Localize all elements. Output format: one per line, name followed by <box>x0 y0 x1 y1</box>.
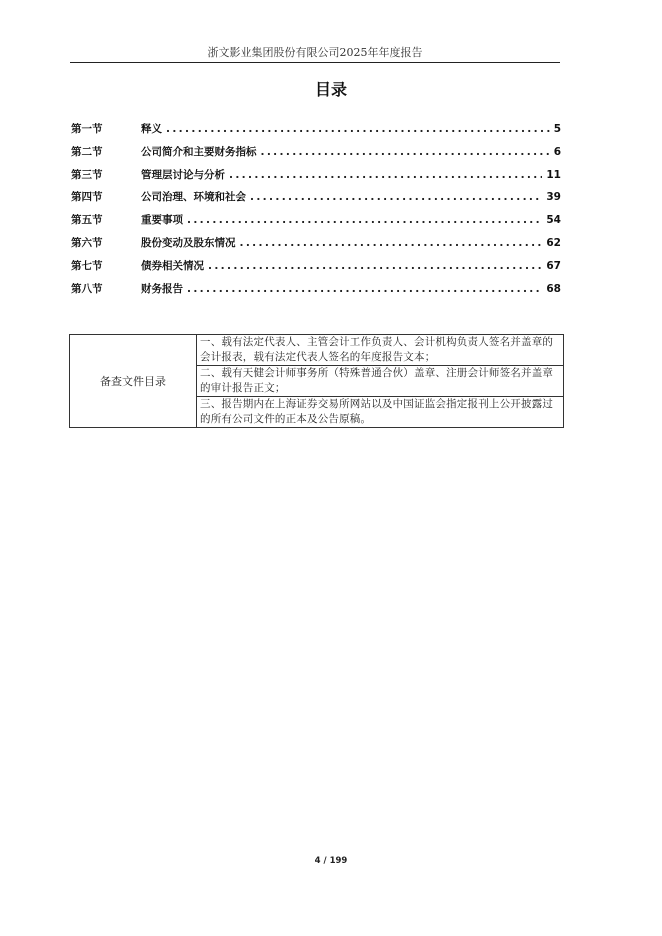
toc-page-number: 5 <box>553 123 561 135</box>
toc-dot-leader <box>240 232 543 254</box>
toc-dot-leader <box>166 118 550 140</box>
toc-section-title: 释义 <box>141 123 162 135</box>
toc-page-number: 62 <box>546 236 561 249</box>
reference-document-item: 二、载有天健会计师事务所（特殊普通合伙）盖章、注册会计师签名并盖章的审计报告正文； <box>197 366 564 397</box>
toc-dot-leader <box>229 164 542 186</box>
toc-entry-4[interactable] <box>71 186 561 209</box>
report-header-title: 浙文影业集团股份有限公司2025年年度报告 <box>207 46 423 59</box>
toc-section-number: 第七节 <box>71 259 103 272</box>
toc-dot-leader <box>261 141 550 163</box>
toc-section-title: 重要事项 <box>141 214 183 227</box>
toc-section-title: 债券相关情况 <box>141 259 204 272</box>
toc-section-number: 第一节 <box>71 123 103 135</box>
toc-dot-leader <box>208 255 542 277</box>
toc-section-number: 第三节 <box>71 168 103 181</box>
toc-dot-leader <box>250 186 542 208</box>
table-of-contents <box>71 118 561 300</box>
toc-entry-7[interactable] <box>71 255 561 278</box>
toc-section-title: 公司简介和主要财务指标 <box>141 145 257 158</box>
toc-entry-8[interactable] <box>71 278 561 301</box>
page-number-indicator: 4 / 199 <box>314 856 348 866</box>
toc-page-number: 68 <box>546 282 561 295</box>
toc-entry-5[interactable] <box>71 209 561 232</box>
toc-section-number: 第五节 <box>71 214 103 227</box>
toc-section-number: 第二节 <box>71 145 103 158</box>
toc-title: 目录 <box>314 80 347 99</box>
toc-dot-leader <box>187 209 542 231</box>
toc-section-title: 公司治理、环境和社会 <box>141 191 246 204</box>
toc-section-number: 第四节 <box>71 191 103 204</box>
toc-page-number: 11 <box>546 168 561 181</box>
toc-page-number: 39 <box>546 191 561 204</box>
toc-section-title: 管理层讨论与分析 <box>141 168 225 181</box>
header-divider <box>70 62 560 63</box>
reference-documents-table <box>69 334 564 428</box>
toc-page-number: 54 <box>546 214 561 227</box>
toc-page-number: 67 <box>546 259 561 272</box>
toc-section-title: 股份变动及股东情况 <box>141 236 236 249</box>
toc-dot-leader <box>187 278 542 300</box>
reference-documents-heading: 备查文件目录 <box>70 335 197 428</box>
table-row <box>70 335 564 366</box>
toc-entry-3[interactable] <box>71 164 561 187</box>
toc-section-number: 第八节 <box>71 282 103 295</box>
reference-document-item: 三、报告期内在上海证券交易所网站以及中国证监会指定报刊上公开披露过的所有公司文件的正本及公告原稿。 <box>197 397 564 428</box>
toc-section-title: 财务报告 <box>141 282 183 295</box>
toc-entry-6[interactable] <box>71 232 561 255</box>
toc-entry-2[interactable] <box>71 141 561 164</box>
reference-document-item: 一、载有法定代表人、主管会计工作负责人、会计机构负责人签名并盖章的会计报表，载有法定代表人签名的年度报告文本； <box>197 335 564 366</box>
toc-section-number: 第六节 <box>71 236 103 249</box>
toc-page-number: 6 <box>553 145 561 158</box>
toc-entry-1[interactable] <box>71 118 561 141</box>
